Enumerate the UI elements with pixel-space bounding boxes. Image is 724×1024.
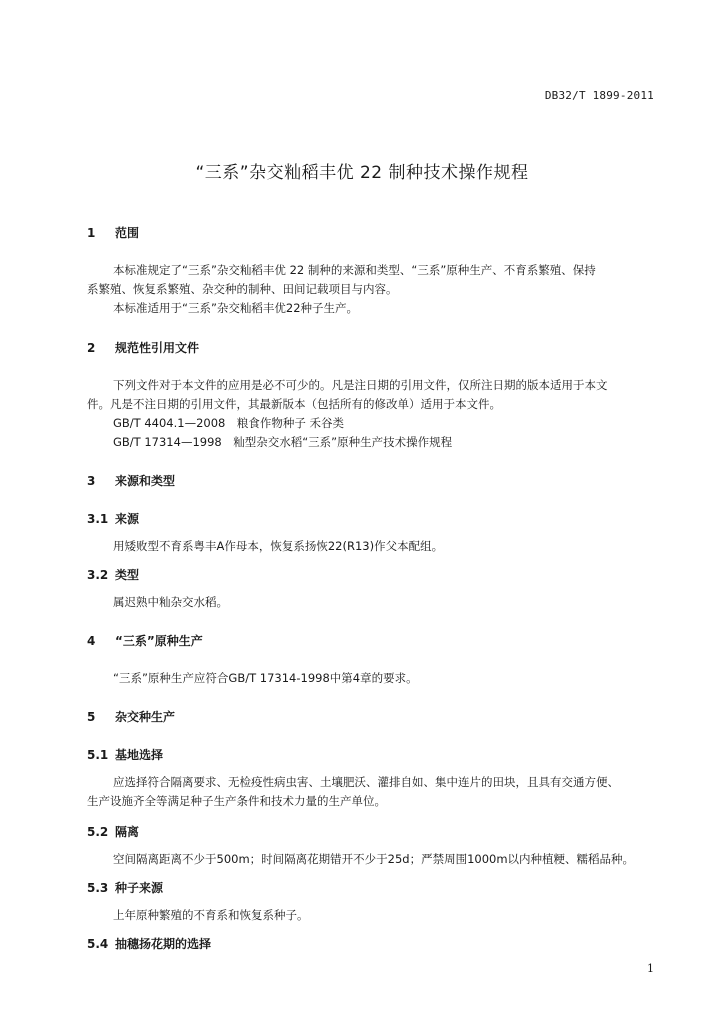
section-title: 来源和类型 [115, 474, 176, 488]
paragraph-line: 件。凡是不注日期的引用文件，其最新版本（包括所有的修改单）适用于本文件。 [87, 397, 501, 411]
paragraph-line: 本标准规定了“三系”杂交籼稻丰优 22 制种的来源和类型、“三系”原种生产、不育系繁殖、保持 [113, 263, 596, 277]
section-number: 5.2 [87, 825, 109, 839]
paragraph-line: 本标准适用于“三系”杂交籼稻丰优22种子生产。 [113, 301, 359, 315]
section-heading-5-3 [87, 879, 163, 896]
section-title: 抽穗扬花期的选择 [115, 937, 212, 951]
section-title: 隔离 [115, 825, 140, 839]
document-code: DB32/T 1899-2011 [544, 89, 654, 102]
section-title: 类型 [115, 568, 140, 582]
section-heading-3-2 [87, 566, 139, 583]
reference-entry: GB/T 4404.1—2008 粮食作物种子 禾谷类 [113, 416, 345, 430]
paragraph-line: “三系”原种生产应符合GB/T 17314-1998中第4章的要求。 [113, 671, 418, 685]
section-heading-4 [87, 632, 203, 649]
section-heading-5-4 [87, 935, 211, 952]
section-number: 3 [87, 474, 96, 488]
section-number: 5.3 [87, 881, 109, 895]
section-title: 基地选择 [115, 748, 164, 762]
reference-entry: GB/T 17314—1998 籼型杂交水稻“三系”原种生产技术操作规程 [113, 435, 453, 449]
section-number: 5.4 [87, 937, 109, 951]
paragraph-line: 下列文件对于本文件的应用是必不可少的。凡是注日期的引用文件，仅所注日期的版本适用于本文 [113, 378, 608, 392]
section-title: 来源 [115, 512, 140, 526]
section-number: 3.2 [87, 568, 109, 582]
section-number: 3.1 [87, 512, 109, 526]
section-heading-5-2 [87, 823, 139, 840]
section-number: 4 [87, 634, 96, 648]
paragraph-line: 用矮败型不育系粤丰A作母本，恢复系扬恢22(R13)作父本配组。 [113, 539, 444, 553]
section-title: 种子来源 [115, 881, 164, 895]
section-title: “三系”原种生产 [115, 634, 203, 648]
section-heading-5 [87, 708, 175, 725]
section-number: 5 [87, 710, 96, 724]
section-number: 5.1 [87, 748, 109, 762]
section-heading-5-1 [87, 746, 163, 763]
section-number: 1 [87, 226, 96, 240]
section-heading-2 [87, 339, 199, 356]
section-number: 2 [87, 341, 96, 355]
section-title: 范围 [115, 226, 140, 240]
section-heading-3-1 [87, 510, 139, 527]
paragraph-line: 空间隔离距离不少于500m；时间隔离花期错开不少于25d；严禁周围1000m以内种植粳、糯稻品种。 [113, 852, 635, 866]
paragraph-line: 生产设施齐全等满足种子生产条件和技术力量的生产单位。 [87, 794, 386, 808]
section-heading-3 [87, 472, 175, 489]
section-heading-1 [87, 224, 139, 241]
page-number: 1 [647, 962, 654, 975]
section-title: 杂交种生产 [115, 710, 176, 724]
paragraph-line: 系繁殖、恢复系繁殖、杂交种的制种、田间记载项目与内容。 [87, 282, 398, 296]
section-title: 规范性引用文件 [115, 341, 200, 355]
paragraph-line: 属迟熟中籼杂交水稻。 [113, 595, 228, 609]
paragraph-line: 应选择符合隔离要求、无检疫性病虫害、土壤肥沃、灌排自如、集中连片的田块，且具有交通方便、 [113, 775, 619, 789]
document-title: “三系”杂交籼稻丰优 22 制种技术操作规程 [195, 163, 529, 183]
paragraph-line: 上年原种繁殖的不育系和恢复系种子。 [113, 908, 309, 922]
